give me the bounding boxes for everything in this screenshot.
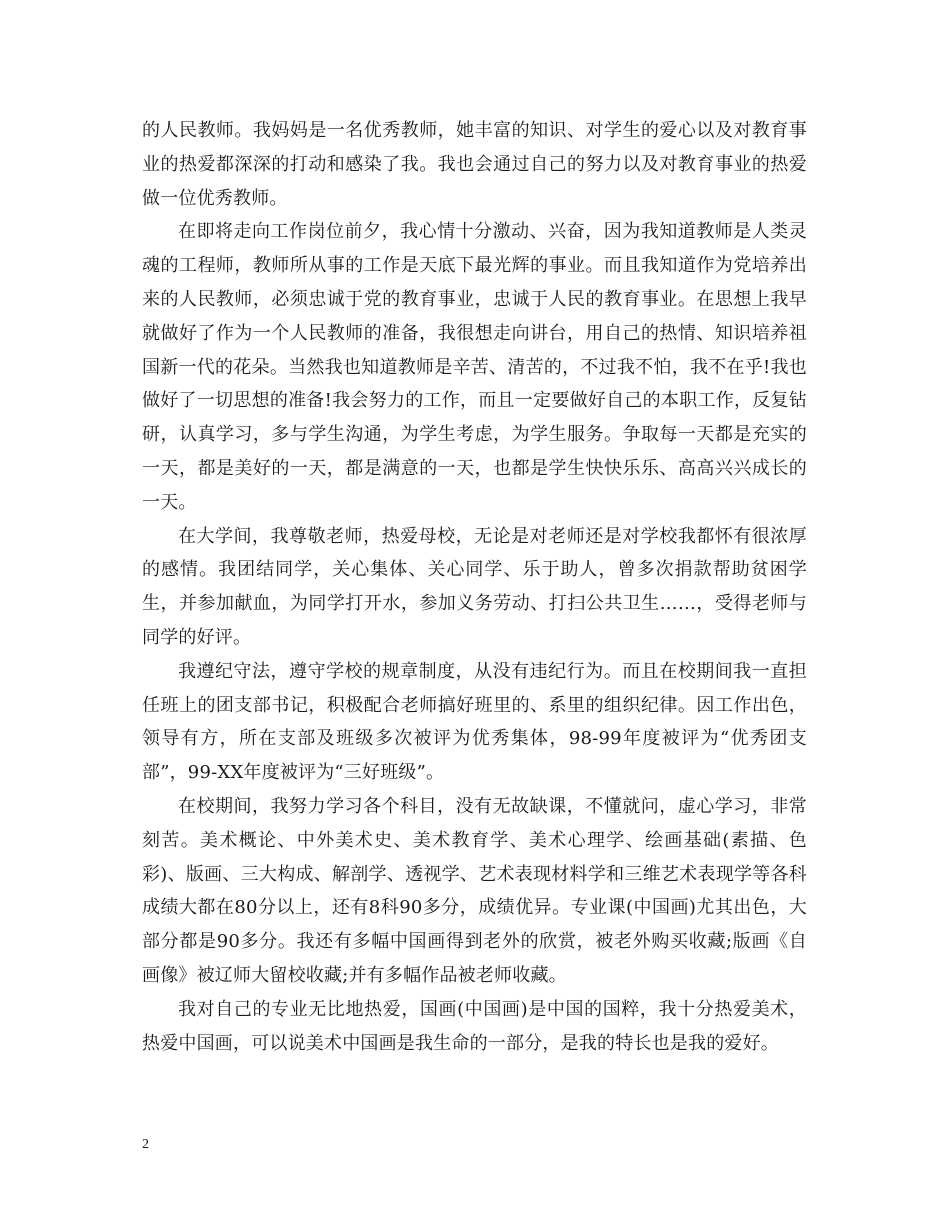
paragraph-career-readiness: 在即将走向工作岗位前夕，我心情十分激动、兴奋，因为我知道教师是人类灵魂的工程师，教师所从事的工作是天底下最光辉的事业。而且我知道作为党培养出来的人民教师，必须忠诚于党的教育事业，忠诚于人民的教育事业。在思想上我早就做好了作为一个人民教师的准备，我很想走向讲台，用自己的热情、知识培养祖国新一代的花朵。当然我也知道教师是辛苦、清苦的，不过我不怕，我不在乎!我也做好了一切思想的准备!我会努力的工作，而且一定要做好自己的本职工作，反复钻研，认真学习，多与学生沟通，为学生考虑，为学生服务。争取每一天都是充实的一天，都是美好的一天，都是满意的一天，也都是学生快快乐乐、高高兴兴成长的一天。	[142, 221, 807, 513]
paragraph-university-conduct: 在大学间，我尊敬老师，热爱母校，无论是对老师还是对学校我都怀有很浓厚的感情。我团结同学，关心集体、关心同学、乐于助人，曾多次捐款帮助贫困学生，并参加献血，为同学打开水，参加义务劳动、打扫公共卫生……，受得老师与同学的好评。	[142, 525, 807, 648]
paragraph-discipline-leadership: 我遵纪守法，遵守学校的规章制度，从没有违纪行为。而且在校期间我一直担任班上的团支部书记，积极配合老师搞好班里的、系里的组织纪律。因工作出色，领导有方，所在支部及班级多次被评为优秀集体，98-99年度被评为“优秀团支部”，99-XX年度被评为“三好班级”。	[142, 660, 807, 784]
page-number: 2	[142, 1137, 149, 1152]
paragraph-passion-for-art: 我对自己的专业无比地热爱，国画(中国画)是中国的国粹，我十分热爱美术，热爱中国画，可以说美术中国画是我生命的一部分，是我的特长也是我的爱好。	[142, 998, 807, 1054]
paragraph-academic-record: 在校期间，我努力学习各个科目，没有无故缺课，不懂就问，虚心学习，非常刻苦。美术概论、中外美术史、美术教育学、美术心理学、绘画基础(素描、色彩)、版画、三大构成、解剖学、透视学、艺术表现材料学和三维艺术表现学等各科成绩大都在80分以上，还有8科90多分，成绩优异。专业课(中国画)尤其出色，大部分都是90多分。我还有多幅中国画得到老外的欣赏，被老外购买收藏;版画《自画像》被辽师大留校收藏;并有多幅作品被老师收藏。	[142, 795, 807, 986]
document-body	[142, 114, 807, 1060]
paragraph-continuation: 的人民教师。我妈妈是一名优秀教师，她丰富的知识、对学生的爱心以及对教育事业的热爱都深深的打动和感染了我。我也会通过自己的努力以及对教育事业的热爱做一位优秀教师。	[142, 120, 807, 209]
